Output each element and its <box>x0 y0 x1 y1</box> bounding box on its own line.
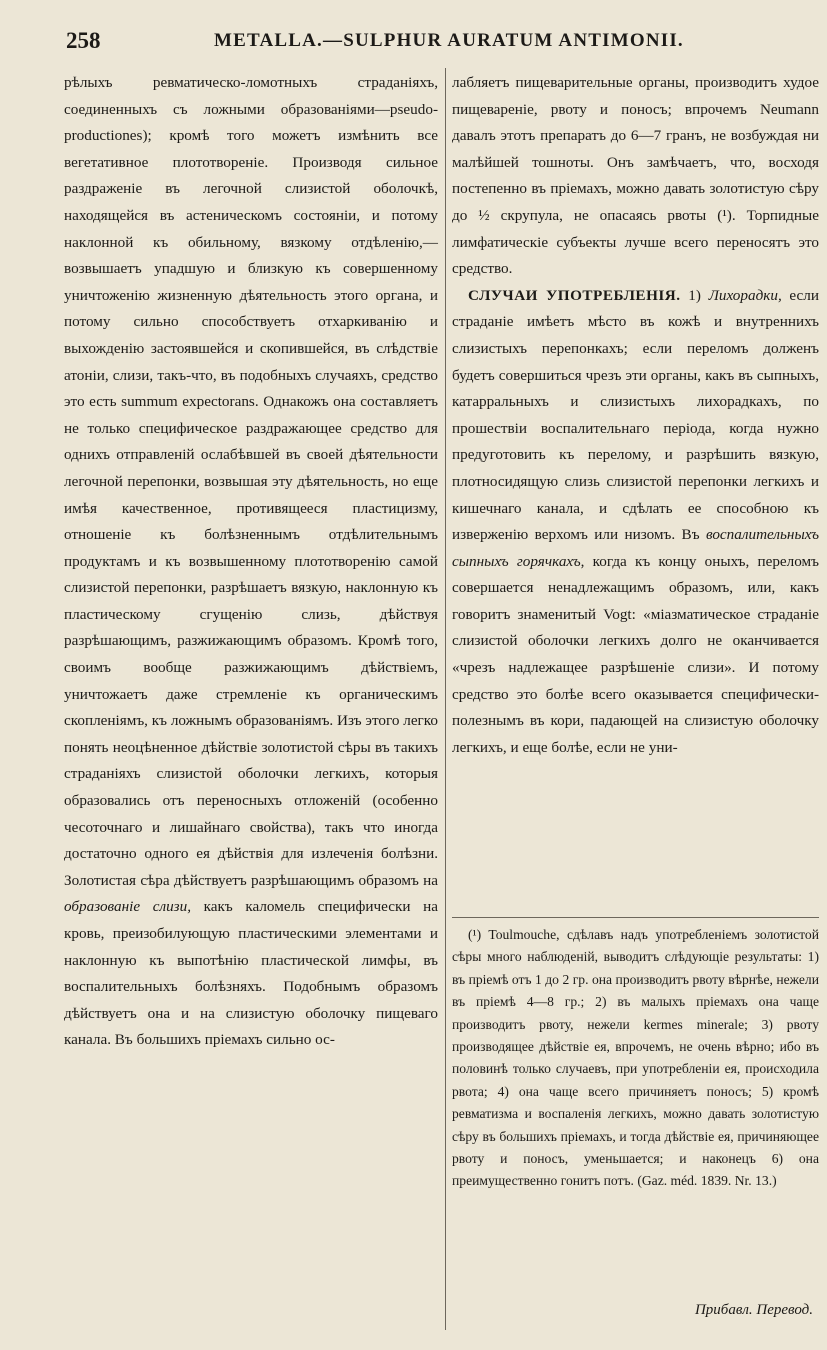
left-column <box>64 70 438 1054</box>
right-text-mid: если страданіе имѣетъ мѣсто въ кожѣ и внутреннихъ слизистыхъ перепонкахъ; если переломъ долженъ будетъ совершиться чрезъ эти органы, какъ въ сыпныхъ, катарральныхъ и слизистыхъ лихорадкахъ, по прошествіи воспалительнаго періода, когда нужно предуготовить къ перелому, и разрѣшить вязкую, плотносидящую слизь слизистой перепонки легкихъ и кишечнаго канала, и сдѣлать ее способною къ изверженію верхомъ или низомъ. Въ <box>452 286 820 544</box>
page-number: 258 <box>66 28 101 53</box>
section-heading: СЛУЧАИ УПОТРЕБЛЕНІЯ. <box>468 286 681 304</box>
italic-term-eruptive-fevers: воспалительныхъ сыпныхъ горячкахъ <box>452 526 819 570</box>
page-header <box>0 24 827 58</box>
right-paragraph-1: лабляетъ пищеварительные органы, производитъ худое пищевареніе, рвоту и поносъ; впрочемъ Neumann давалъ этотъ препаратъ до 6—7 гранъ, не возбуждая ни малѣйшей тошноты. Онъ замѣчаетъ, что, восходя постепенно въ пріемахъ, можно давать золотистую сѣру до ½ скрупула, не опасаясь рвоты (¹). Торпидные лимфатическіе субъекты лучше всего переносятъ это средство. <box>452 74 819 278</box>
italic-term-fevers: Лихорадки, <box>708 286 782 304</box>
right-paragraph-2 <box>452 283 819 762</box>
column-divider <box>445 68 446 1330</box>
section-number: 1) <box>680 286 709 304</box>
right-text-tail: , когда къ концу оныхъ, переломъ совершается ненадлежащимъ образомъ, или, какъ говоритъ знаменитый Vogt: «міазматическое страданіе слизистой оболочки легкихъ долго не оканчивается «чрезъ надлежащее разрѣшеніе слизи». И потому средство это болѣе всего оказывается специфически-полезнымъ въ кори, падающей на слизистую оболочку легкихъ, и еще болѣе, если не уни- <box>452 552 819 756</box>
footnote-divider <box>452 917 819 918</box>
running-head: METALLA.—SULPHUR AURATUM ANTIMONII. <box>214 30 684 51</box>
left-text-main: рѣлыхъ ревматическо-ломотныхъ страданіяхъ, соединенныхъ съ ложными образованіями—pseudo-productiones); кромѣ того можетъ измѣнить все вегетативное плототвореніе. Производя сильное раздраженіе въ легочной слизистой оболочкѣ, находящейся въ астеническомъ состояніи, и потому наклонной къ обильному, вязкому отдѣленію,—возвышаетъ упадшую и близкую къ совершенному уничтоженію жизненную дѣятельность этого органа, и потому сильно способствуетъ отхаркиванію и выхожденію застоявшейся и скопившейся, въ слѣдствіе атоніи, слизи, такъ-что, въ подобныхъ случаяхъ, средство это есть summum expectorans. Однакожъ она составляетъ не только специфическое раздражающее средство для однихъ отправленій ослабѣвшей въ своей дѣятельности легочной перепонки, возвышая эту дѣятельность, но еще имѣя качественное, противящееся пластицизму, отношеніе къ болѣзненнымъ отдѣлительнымъ продуктамъ и къ возвышенному плототворенію самой слизистой перепонки, разрѣшаетъ вязкую, наклонную къ пластическому сгущенію слизь, дѣйствуя разрѣшающимъ, разжижающимъ образомъ. Кромѣ того, своимъ вообще разжижающимъ дѣйствіемъ, уничтожаетъ даже стремленіе къ органическимъ скопленіямъ, къ ложнымъ образованіямъ. Изъ этого легко понять неоцѣненное дѣйствіе золотистой сѣры въ такихъ страданіяхъ слизистой оболочки легкихъ, которыя образовались отъ переносныхъ отложеній (особенно чесоточнаго и лишайнаго свойства), такъ что иногда достаточно одного ея дѣйствія для излеченія болѣзни. Золотистая сѣра дѣйствуетъ разрѣшающимъ образомъ на <box>64 74 438 889</box>
translator-note-signature: Прибавл. Перевод. <box>694 1302 813 1318</box>
footnote <box>452 924 819 1193</box>
right-column <box>452 70 819 761</box>
left-italic-phrase: образованіе слизи, <box>64 898 191 916</box>
footnote-text: (¹) Toulmouche, сдѣлавъ надъ употребленіемъ золотистой сѣры много наблюденій, выводитъ слѣдующіе результаты: 1) въ пріемѣ отъ 1 до 2 гр. она производитъ рвоту вѣрнѣе, нежели въ пріемѣ 4—8 гр.; 2) въ малыхъ пріемахъ она чаще производитъ рвоту, нежели kermes minerale; 3) рвоту производящее дѣйствіе ея, впрочемъ, не очень вѣрно; ибо въ половинѣ только случаевъ, при употребленіи ея, происходила рвота; 4) она чаще всего причиняетъ поносъ; 5) кромѣ ревматизма и воспаленія легкихъ, можно давать золотистую сѣру въ большихъ пріемахъ, и тогда дѣйствіе ея, причиняющее рвоту и поносъ, уменьшается; и наконецъ 6) она преимущественно гонитъ потъ. (Gaz. méd. 1839. Nr. 13.) <box>452 927 819 1189</box>
left-text-tail: какъ каломель специфически на кровь, преизобилующую пластическими элементами и наклонную къ выпотѣнію пластической лимфы, въ воспалительныхъ болѣзняхъ. Подобнымъ образомъ дѣйствуетъ она и на слизистую оболочку пищеваго канала. Въ большихъ пріемахъ сильно ос- <box>64 898 439 1049</box>
left-paragraph <box>64 70 438 1054</box>
